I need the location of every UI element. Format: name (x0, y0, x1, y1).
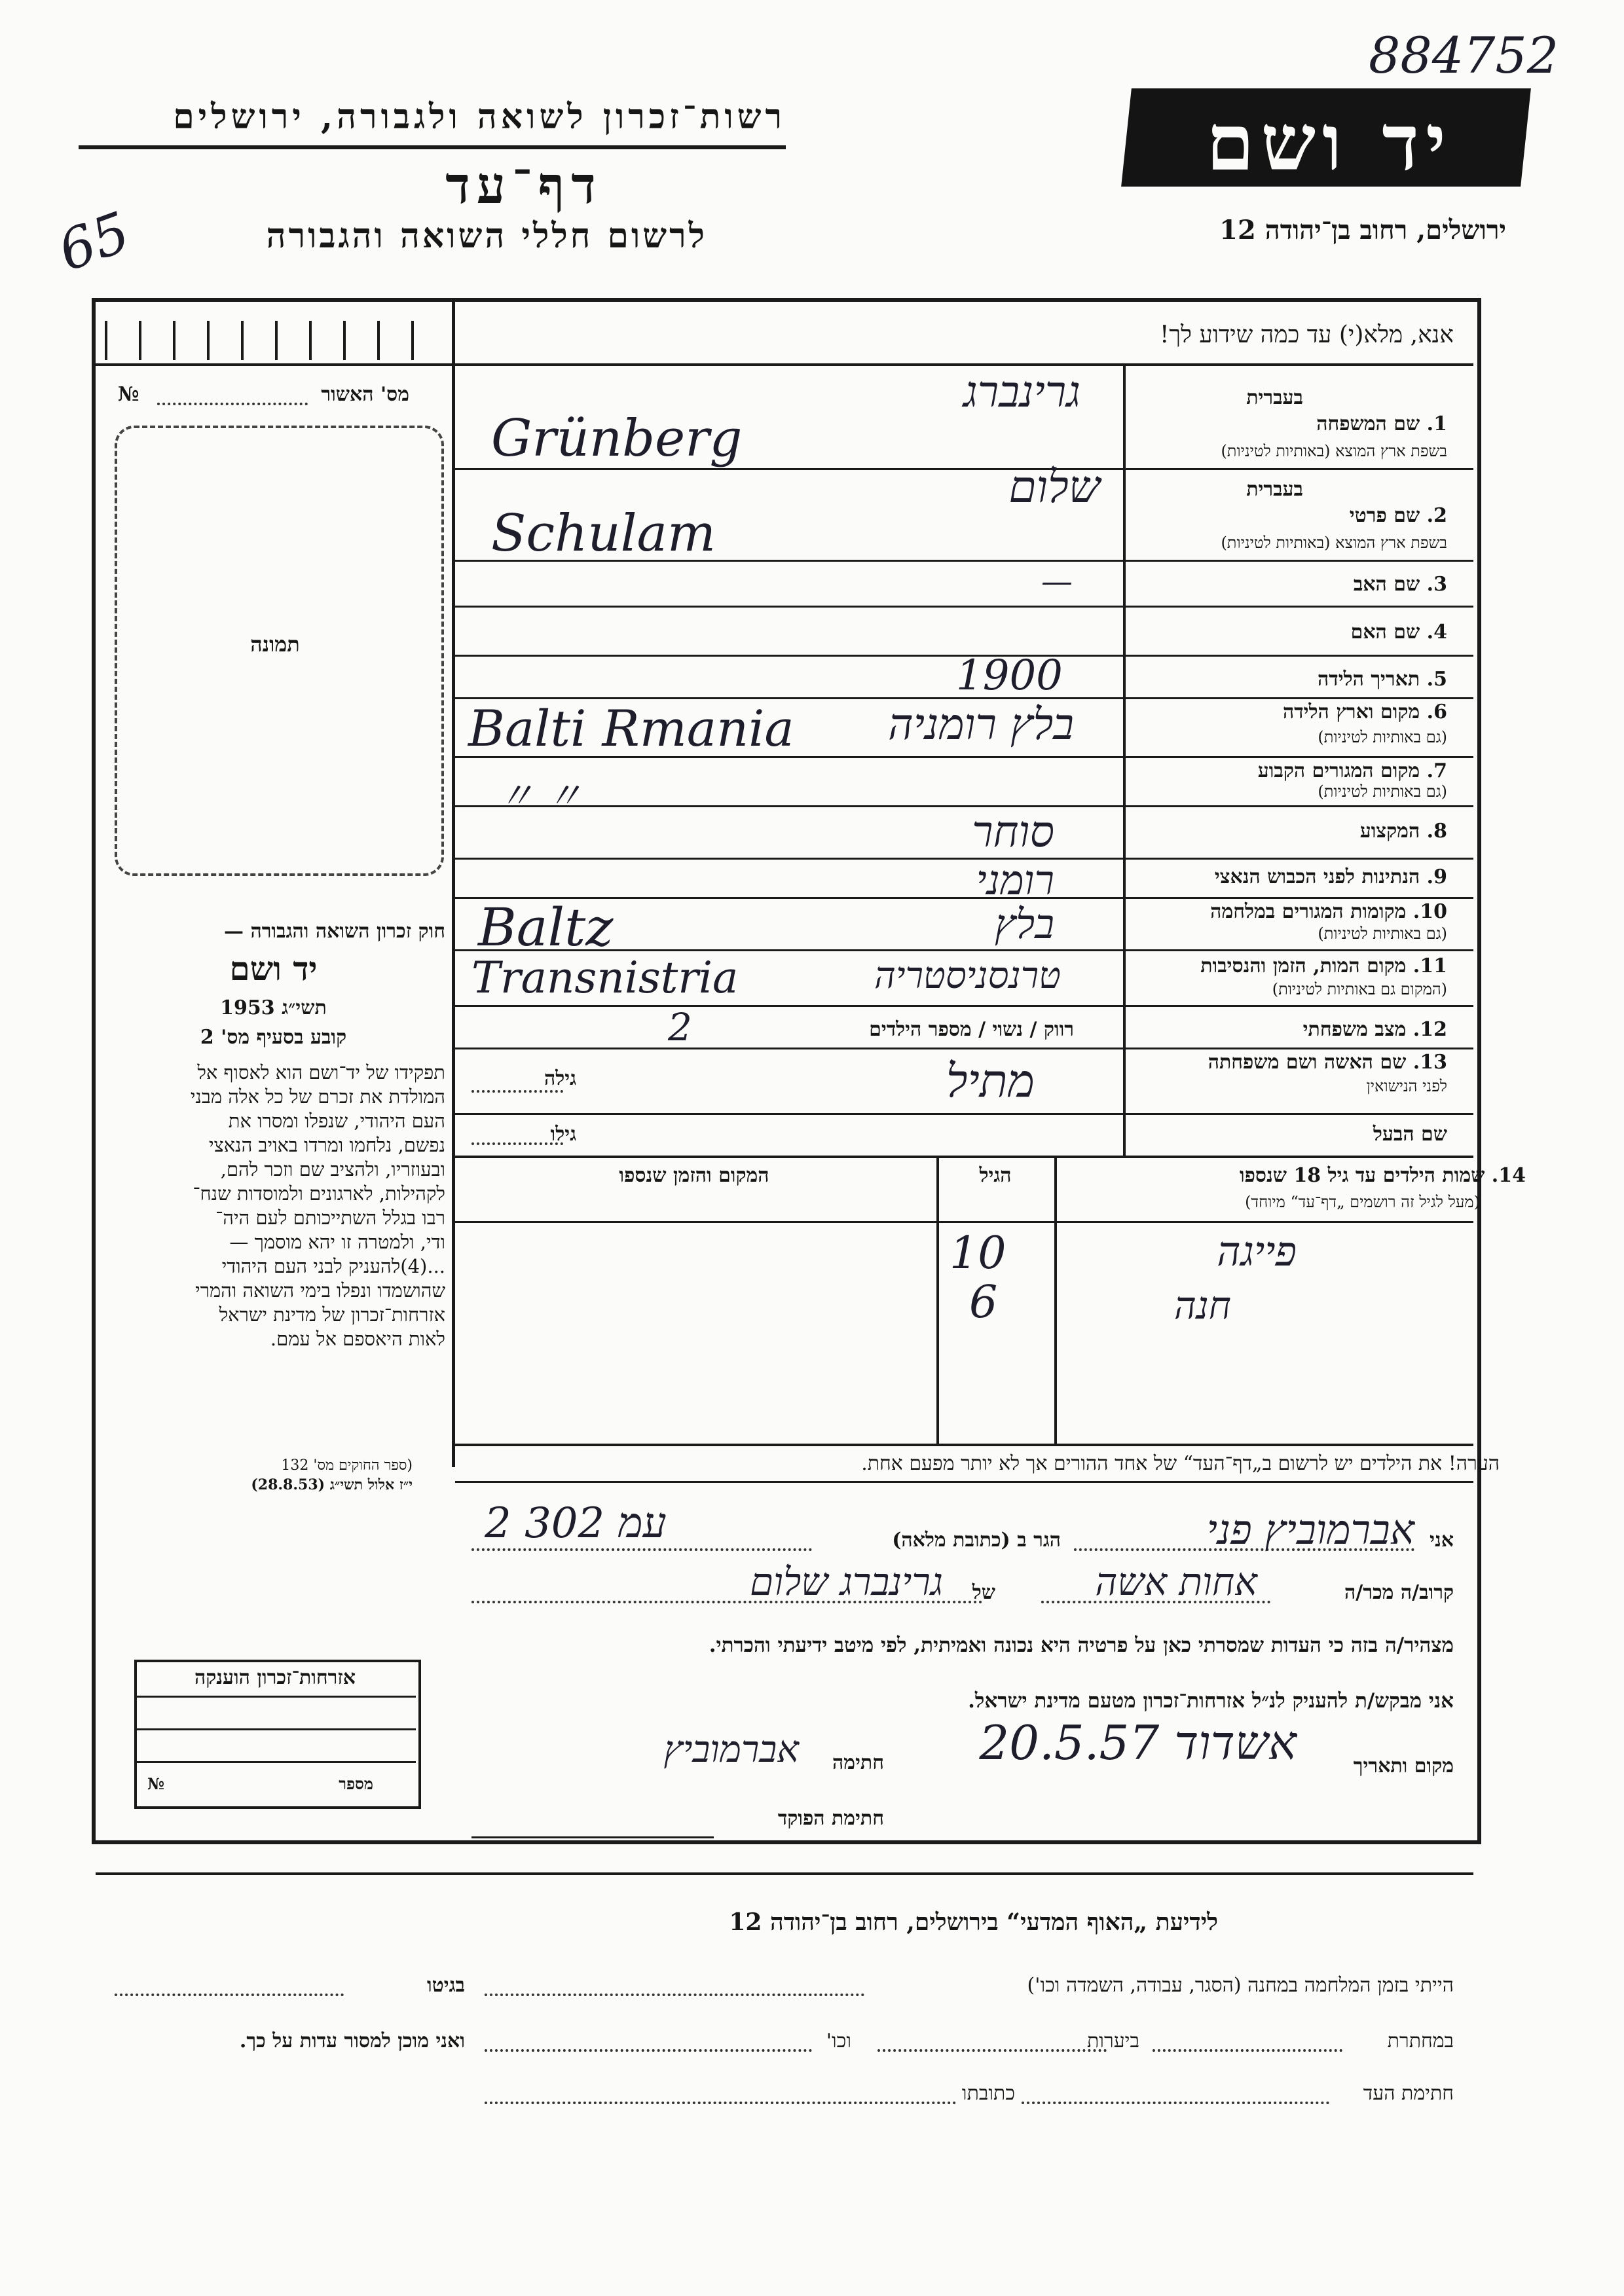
field-10-sub: (גם באותיות לטיניות) (1318, 924, 1447, 943)
officer-signature-label: חתימת הפוקד (777, 1807, 884, 1830)
field-10-value-he: בלץ (994, 900, 1054, 948)
field-3-value: — (1041, 563, 1073, 600)
relation-of-name: גרינברג שלום (750, 1559, 943, 1604)
field-1-lang: בעברית (1246, 386, 1303, 409)
place-date-value: אשדוד 20.5.57 (979, 1715, 1297, 1770)
bottom-line3-a: חתימת העד (1363, 2082, 1454, 2105)
declarant-signature: אברמוביץ (663, 1728, 799, 1771)
field-5-label: 5. תאריך הלידה (1318, 668, 1447, 691)
field-13-sub: לפני הנישואין (1366, 1077, 1447, 1095)
field-13-value: מתיל (946, 1054, 1035, 1108)
field-8-value: סוחר (972, 807, 1054, 857)
field-9-label: 9. הנתינות לפני הכבוש הנאצי (1214, 866, 1447, 888)
margin-note: 65 (50, 199, 138, 284)
law-citation-2: י״ז אלול תשי״ג (28.8.53) (251, 1476, 413, 1493)
children-note: הערה! את הילדים יש לרשום ב„דף־העד“ של אחד ההורים אך לא יותר מפעם אחת. (861, 1452, 1500, 1475)
signature-label: חתימה (832, 1751, 884, 1774)
relation-label: קרוב/ה מכר/ה (1344, 1581, 1454, 1604)
wife-age-label: גילה (544, 1067, 576, 1090)
field-6-value-latin: Balti Rmania (468, 699, 794, 757)
address: ירושלים, רחוב בן־יהודה 12 (1219, 215, 1506, 246)
citizenship-request: אני מבקש/ת להעניק לנ״ל אזרחות־זכרון מטעם מדינת ישראל. (968, 1689, 1454, 1713)
field-11-value-latin: Transnistria (471, 953, 739, 1003)
relation-value: אחות אשה (1095, 1559, 1257, 1604)
field-1-value-he: גרינברג (963, 367, 1080, 417)
law-year: תשי״ג 1953 (220, 996, 327, 1019)
field-6-sub: (גם באותיות לטיניות) (1318, 728, 1447, 746)
place-date-label: מקום ותאריך (1353, 1755, 1454, 1777)
field-13-label: 13. שם האשה ושם משפחתה (1208, 1051, 1447, 1074)
bottom-line2-c: וכו' (826, 2030, 851, 2052)
field-4-label: 4. שם האם (1350, 621, 1447, 644)
approval-number-sign: № (118, 383, 139, 406)
photo-label: תמונה (250, 632, 300, 657)
husband-label: שם הבעל (1373, 1123, 1447, 1146)
field-2-lang: בעברית (1246, 478, 1303, 501)
declarant-lives-label: הגר ב (כתובת מלאה) (892, 1529, 1061, 1552)
bottom-line1-start: הייתי בזמן המלחמה במחנה (הסגר, עבודה, השמדה וכו') (1027, 1974, 1454, 1997)
field-8-label: 8. המקצוע (1359, 820, 1447, 843)
field-2-value-he: שלום (1008, 462, 1100, 513)
bottom-line1-end: בגיטו (426, 1974, 465, 1997)
field-6-value-he: בלץ רומניה (888, 699, 1074, 750)
field-11-sub: (המקום גם באותיות לטיניות) (1272, 980, 1447, 998)
child-2-age: 6 (969, 1277, 998, 1328)
child-1-name: פייגה (1217, 1228, 1297, 1275)
children-header: 14. שמות הילדים עד גיל 18 שנספו (1239, 1164, 1526, 1187)
declarant-prefix: אני (1430, 1529, 1454, 1552)
law-name: יד ושם (229, 949, 318, 988)
citizenship-number-sign: № (147, 1774, 165, 1793)
place-column-header: המקום והזמן שנספו (619, 1164, 769, 1187)
field-2-value-latin: Schulam (491, 504, 716, 563)
field-11-value-he: טרנסניסטריה (874, 955, 1061, 997)
field-2-label: 2. שם פרטי (1349, 504, 1447, 527)
field-9-value: רומני (976, 856, 1054, 904)
organization-title: רשות־זכרון לשואה ולגבורה, ירושלים (173, 97, 786, 137)
husband-age-label: גילו (550, 1123, 576, 1146)
law-section: קובע בסעיף מס' 2 (200, 1026, 347, 1049)
form-subtitle: לרשום חללי השואה והגבורה (266, 216, 707, 256)
field-3-label: 3. שם האב (1353, 573, 1447, 596)
field-7-value: 〃 〃 (498, 775, 583, 818)
archive-number: 884752 (1369, 26, 1559, 84)
field-12-children-count: 2 (668, 1005, 692, 1049)
law-body: תפקידו של יד־ושם הוא לאסוף אל המולדת את זכרם של כל אלה מבני העם היהודי, שנפלו ומסרו את נפשם, נלחמו ומרדו באויב הנאצי ובעוזריו, ולהציב שם וזכר להם, לקהילות, לארגונים ולמוסדות שנח־ רבו בגלל השתייכותם לעם היה־ ודי, ולמטרה זו יהא מוסמך — ...(4)להעניק לבני העם היהודי שהושמדו ונפלו בימי השואה והמרי אזרחות־זכרון של מדינת ישראל לאות היאספם אל עמם. (190, 1061, 445, 1350)
field-12-label: 12. מצב משפחתי (1302, 1018, 1447, 1041)
field-6-label: 6. מקום וארץ הלידה (1282, 701, 1447, 723)
please-fill: אנא, מלא(י) עד כמה שידוע לך! (1159, 321, 1454, 348)
approval-label: מס' האשור (321, 383, 409, 406)
bottom-line2-end: ואני מוכן למסור עדות על כך. (239, 2030, 465, 2052)
child-2-name: חנה (1173, 1283, 1231, 1328)
bottom-line3-b: כתובתו (961, 2082, 1015, 2105)
bottom-line2-b: ביערות (1086, 2030, 1139, 2052)
bottom-line2-a: במחתרת (1387, 2030, 1454, 2052)
field-1-label: 1. שם המשפחה (1316, 412, 1447, 435)
bottom-title: לידיעת „האוף המדעי“ בירושלים, רחוב בן־יהודה 12 (729, 1908, 1218, 1936)
field-10-label: 10. מקומות המגורים במלחמה (1210, 900, 1447, 923)
field-1-sub: בשפת ארץ המוצא (באותיות לטיניות) (1221, 442, 1447, 460)
declaration-text: מצהיר/ה בזה כי העדות שמסרתי כאן על פרטיה היא נכונה ואמיתית, לפי מיטב ידיעתי והכרתי. (709, 1633, 1454, 1657)
field-11-label: 11. מקום המות, הזמן והנסיבות (1200, 955, 1447, 977)
relation-of-label: של (972, 1581, 995, 1604)
tick-strip (105, 321, 445, 360)
law-title: חוק זכרון השואה והגבורה — (224, 920, 445, 943)
field-5-value: 1900 (956, 651, 1063, 700)
field-10-value-latin: Baltz (478, 897, 614, 958)
field-2-sub: בשפת ארץ המוצא (באותיות לטיניות) (1221, 534, 1447, 552)
citizenship-box-title: אזרחות־זכרון הוענקה (194, 1666, 356, 1689)
form-title: דף־עד (445, 156, 602, 215)
children-header-sub: (מעל לגיל זה רושמים „דף־עד“ מיוחד) (1245, 1193, 1480, 1211)
logo-text: יד ושם (1206, 97, 1453, 188)
law-citation-1: (ספר החוקים מס' 132 (281, 1457, 413, 1474)
field-7-label: 7. מקום המגורים הקבוע (1257, 759, 1447, 782)
child-1-age: 10 (950, 1228, 1006, 1279)
field-12-options: רווק / נשוי / מספר הילדים (869, 1018, 1074, 1041)
field-1-value-latin: Grünberg (491, 409, 743, 468)
citizenship-number-label: מספר (339, 1774, 373, 1793)
field-7-sub: (גם באותיות לטיניות) (1318, 782, 1447, 801)
declarant-address: 2 עמ 302 (485, 1499, 667, 1548)
declarant-name: אברמוביץ פני (1206, 1506, 1414, 1554)
age-column-header: הגיל (979, 1164, 1012, 1187)
